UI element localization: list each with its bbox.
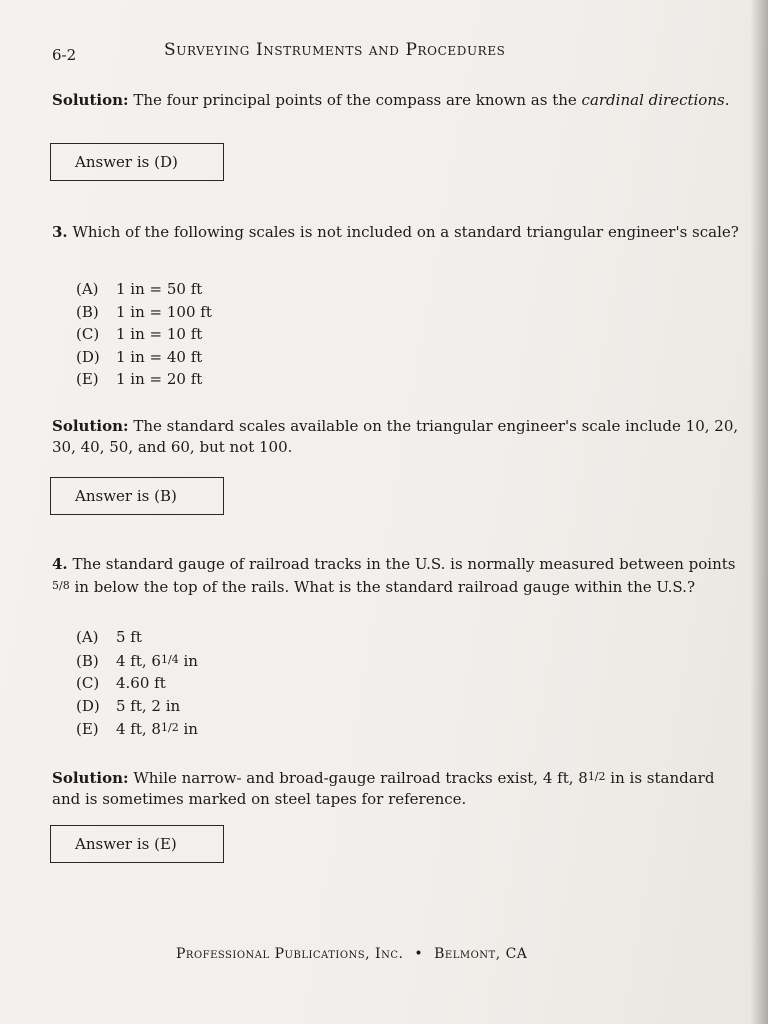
fraction: 1/2 bbox=[160, 721, 179, 734]
solution-text: The four principal points of the compass are known as the bbox=[133, 91, 577, 109]
option-text: 1 in = 50 ft bbox=[116, 280, 203, 298]
option-text: 1 in = 40 ft bbox=[116, 347, 203, 366]
option-text: 1 in = 10 ft bbox=[116, 325, 203, 343]
option-row bbox=[76, 346, 212, 369]
option-letter: (B) bbox=[76, 302, 99, 321]
option-letter: (A) bbox=[76, 628, 99, 646]
solution-text: While narrow- and broad-gauge railroad tracks exist, 4 ft, 8 bbox=[133, 769, 588, 787]
option-text: 5 ft bbox=[116, 628, 142, 646]
option-row bbox=[76, 301, 212, 324]
solution-label: Solution: bbox=[52, 769, 129, 787]
option-letter: (E) bbox=[76, 370, 99, 388]
publisher-name: Professional Publications, Inc. bbox=[176, 946, 404, 962]
option-letter: (D) bbox=[76, 347, 100, 366]
option-text: 4 ft, 6 bbox=[116, 651, 161, 670]
option-text: 5 ft, 2 in bbox=[116, 696, 181, 715]
option-text: 1 in = 100 ft bbox=[116, 302, 212, 321]
option-letter: (C) bbox=[76, 325, 100, 343]
solution-text: The standard scales available on the triangular engineer's scale include 10, 20, 30, 40, 50, and 60, but not 100. bbox=[52, 417, 739, 456]
option-unit: in bbox=[178, 720, 198, 738]
fraction: 1/4 bbox=[160, 652, 179, 666]
option-letter: (C) bbox=[76, 674, 100, 692]
option-letter: (A) bbox=[76, 280, 99, 298]
option-row bbox=[76, 278, 212, 301]
option-text: 4 ft, 8 bbox=[116, 720, 161, 738]
option-row bbox=[76, 626, 198, 649]
question-number: 4. bbox=[52, 555, 68, 573]
fraction: 5/8 bbox=[52, 579, 70, 592]
option-letter: (E) bbox=[76, 720, 99, 738]
footer-separator: • bbox=[414, 946, 424, 962]
option-row bbox=[76, 695, 198, 718]
question-text-cont: in below the top of the rails. What is the standard railroad gauge within the U.S.? bbox=[74, 578, 695, 596]
page-header bbox=[52, 40, 712, 68]
option-text: 4.60 ft bbox=[116, 674, 166, 692]
fraction: 1/2 bbox=[587, 770, 606, 783]
publisher-location: Belmont, CA bbox=[434, 946, 528, 962]
solution-label: Solution: bbox=[52, 91, 129, 109]
question-3 bbox=[52, 222, 742, 243]
page-footer bbox=[176, 946, 636, 962]
page-number: 6-2 bbox=[52, 46, 77, 64]
question-text: The standard gauge of railroad tracks in the U.S. is normally measured between points bbox=[72, 555, 736, 573]
question-4 bbox=[52, 554, 742, 598]
question-4-options bbox=[76, 626, 198, 741]
question-number: 3. bbox=[52, 223, 68, 241]
option-text: 1 in = 20 ft bbox=[116, 370, 203, 388]
answer-box-4: Answer is (E) bbox=[50, 825, 224, 863]
option-row bbox=[76, 717, 198, 741]
solution-2 bbox=[52, 90, 742, 111]
option-row bbox=[76, 672, 198, 695]
option-unit: in bbox=[178, 651, 198, 670]
answer-box-2: Answer is (D) bbox=[50, 143, 224, 181]
solution-italic-term: cardinal directions bbox=[581, 91, 725, 109]
option-row bbox=[76, 649, 198, 673]
option-row bbox=[76, 368, 212, 391]
solution-label: Solution: bbox=[52, 417, 129, 435]
solution-4 bbox=[52, 766, 742, 810]
option-letter: (B) bbox=[76, 651, 99, 670]
question-text: Which of the following scales is not included on a standard triangular engineer's scale? bbox=[72, 223, 739, 241]
option-row bbox=[76, 323, 212, 346]
running-title: Surveying Instruments and Procedures bbox=[164, 40, 506, 60]
question-3-options bbox=[76, 278, 212, 391]
solution-period: . bbox=[724, 91, 730, 109]
option-letter: (D) bbox=[76, 696, 100, 715]
solution-3 bbox=[52, 416, 742, 458]
answer-box-3: Answer is (B) bbox=[50, 477, 224, 515]
page-edge-shadow bbox=[750, 0, 768, 1024]
solution-text-cont: in is standard and is sometimes marked on steel tapes for reference. bbox=[52, 769, 715, 808]
